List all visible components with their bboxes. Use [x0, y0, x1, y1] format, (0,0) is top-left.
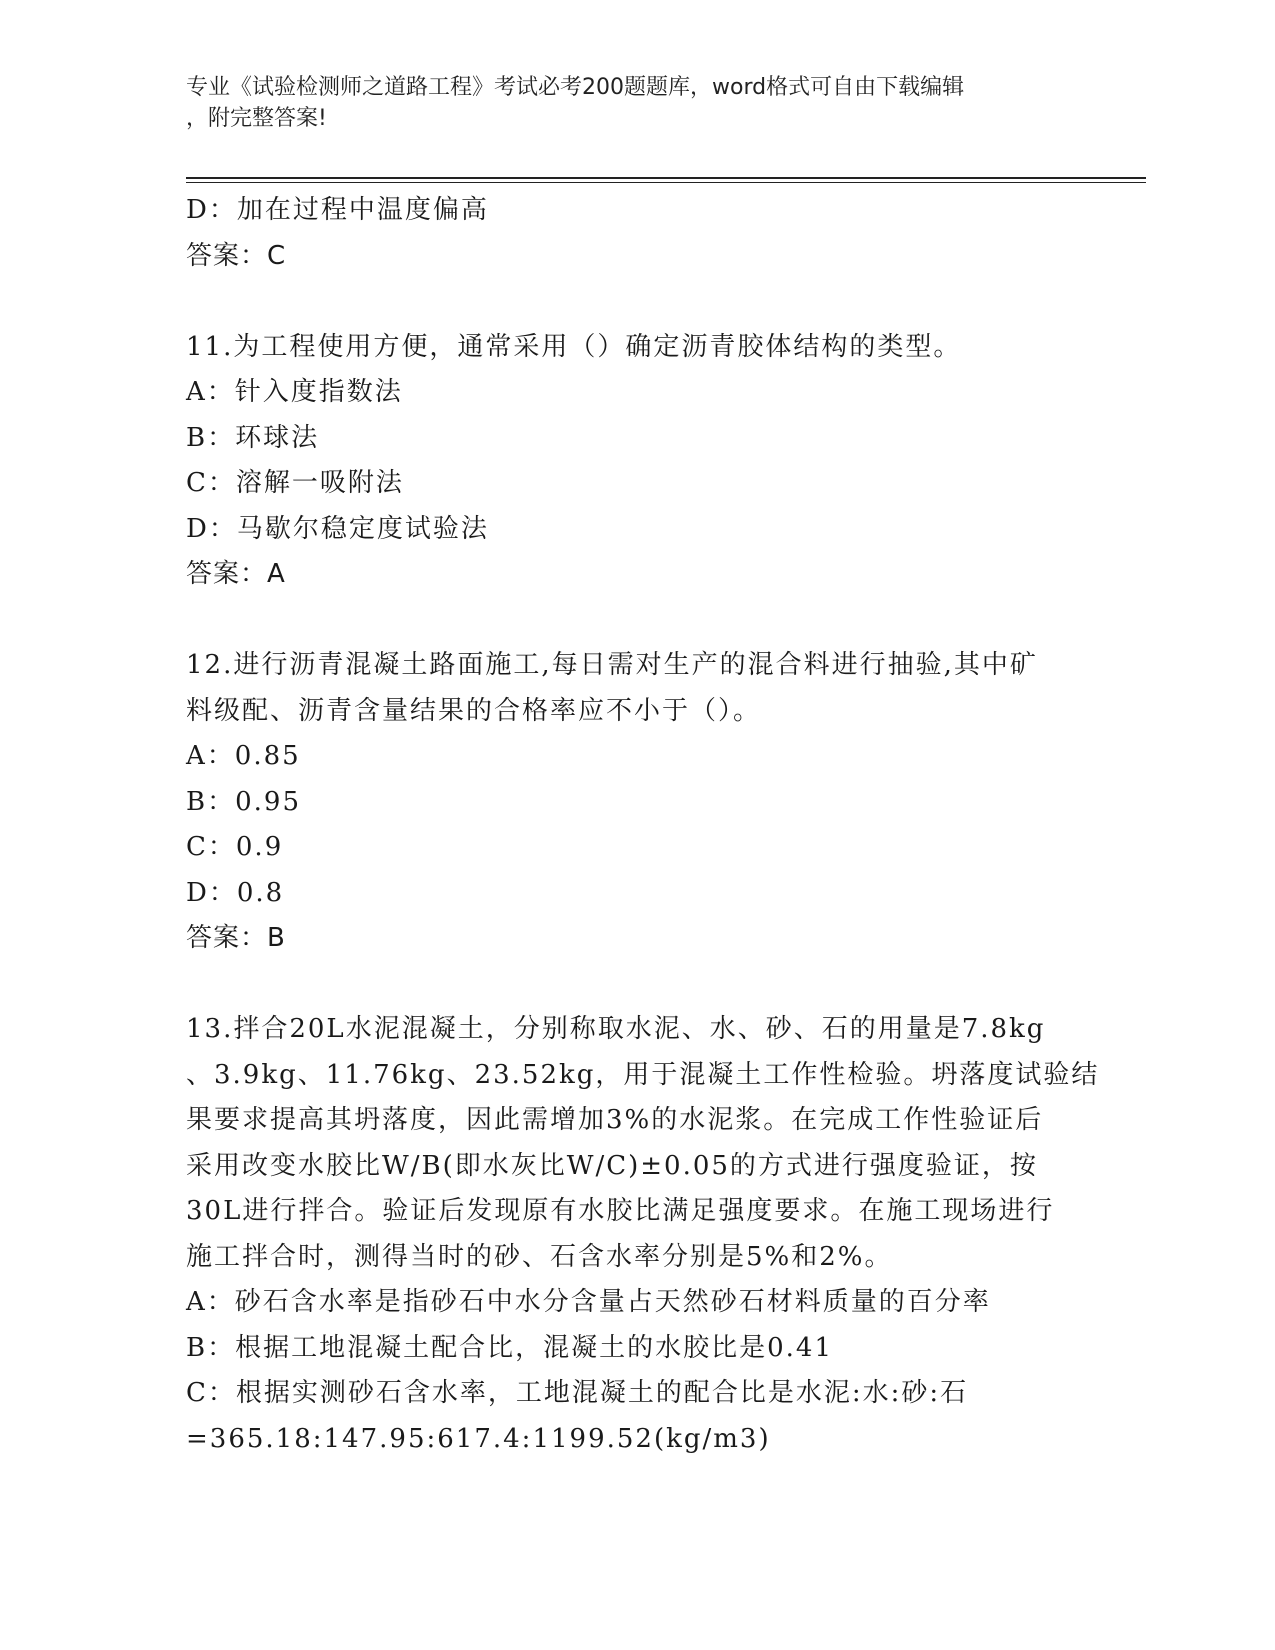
document-header [186, 72, 1086, 134]
question-stem: 13.拌合20L水泥混凝土，分别称取水泥、水、砂、石的用量是7.8kg [186, 1014, 1046, 1044]
question-stem: 12.进行沥青混凝土路面施工,每日需对生产的混合料进行抽验,其中矿 [186, 650, 1038, 680]
answer-line: 答案：A [186, 559, 286, 589]
question-stem-continued: 30L进行拌合。验证后发现原有水胶比满足强度要求。在施工现场进行 [186, 1196, 1055, 1226]
option-c: C：根据实测砂石含水率，工地混凝土的配合比是水泥:水:砂:石 [186, 1378, 969, 1408]
question-stem: 11.为工程使用方便，通常采用（）确定沥青胶体结构的类型。 [186, 331, 962, 362]
option-d: D：加在过程中温度偏高 [186, 195, 489, 225]
question-stem-continued: 料级配、沥青含量结果的合格率应不小于（）。 [186, 695, 762, 726]
question-stem-continued: 施工拌合时，测得当时的砂、石含水率分别是5%和2%。 [186, 1241, 893, 1272]
question-12 [186, 643, 1086, 962]
option-c: C：溶解一吸附法 [186, 468, 404, 498]
question-content [186, 188, 1100, 1462]
question-10 [186, 188, 1086, 279]
option-b: B：0.95 [186, 786, 301, 817]
header-divider-thin [186, 182, 1146, 183]
option-c-continued: =365.18:147.95:617.4:1199.52(kg/m3) [186, 1423, 771, 1454]
option-a: A：0.85 [186, 741, 301, 771]
option-d: D：0.8 [186, 877, 285, 908]
answer-line: 答案：C [186, 240, 287, 271]
header-title-line-2: ，附完整答案! [186, 106, 327, 131]
option-b: B：根据工地混凝土配合比，混凝土的水胶比是0.41 [186, 1332, 833, 1363]
option-a: A：针入度指数法 [186, 377, 403, 407]
question-stem-continued: 果要求提高其坍落度，因此需增加3%的水泥浆。在完成工作性验证后 [186, 1105, 1044, 1135]
header-title-line-1: 专业《试验检测师之道路工程》考试必考200题题库，word格式可自由下载编辑 [186, 75, 965, 100]
question-13 [186, 1007, 1100, 1462]
answer-line: 答案：B [186, 923, 286, 953]
question-11 [186, 325, 1086, 598]
option-a: A：砂石含水率是指砂石中水分含量占天然砂石材料质量的百分率 [186, 1287, 991, 1317]
option-d: D：马歇尔稳定度试验法 [186, 513, 489, 544]
question-stem-continued: 、3.9kg、11.76kg、23.52kg，用于混凝土工作性检验。坍落度试验结 [186, 1059, 1100, 1090]
option-b: B：环球法 [186, 422, 320, 453]
question-stem-continued: 采用改变水胶比W/B(即水灰比W/C)±0.05的方式进行强度验证，按 [186, 1150, 1038, 1181]
option-c: C：0.9 [186, 832, 284, 862]
header-divider-thick [186, 177, 1146, 179]
